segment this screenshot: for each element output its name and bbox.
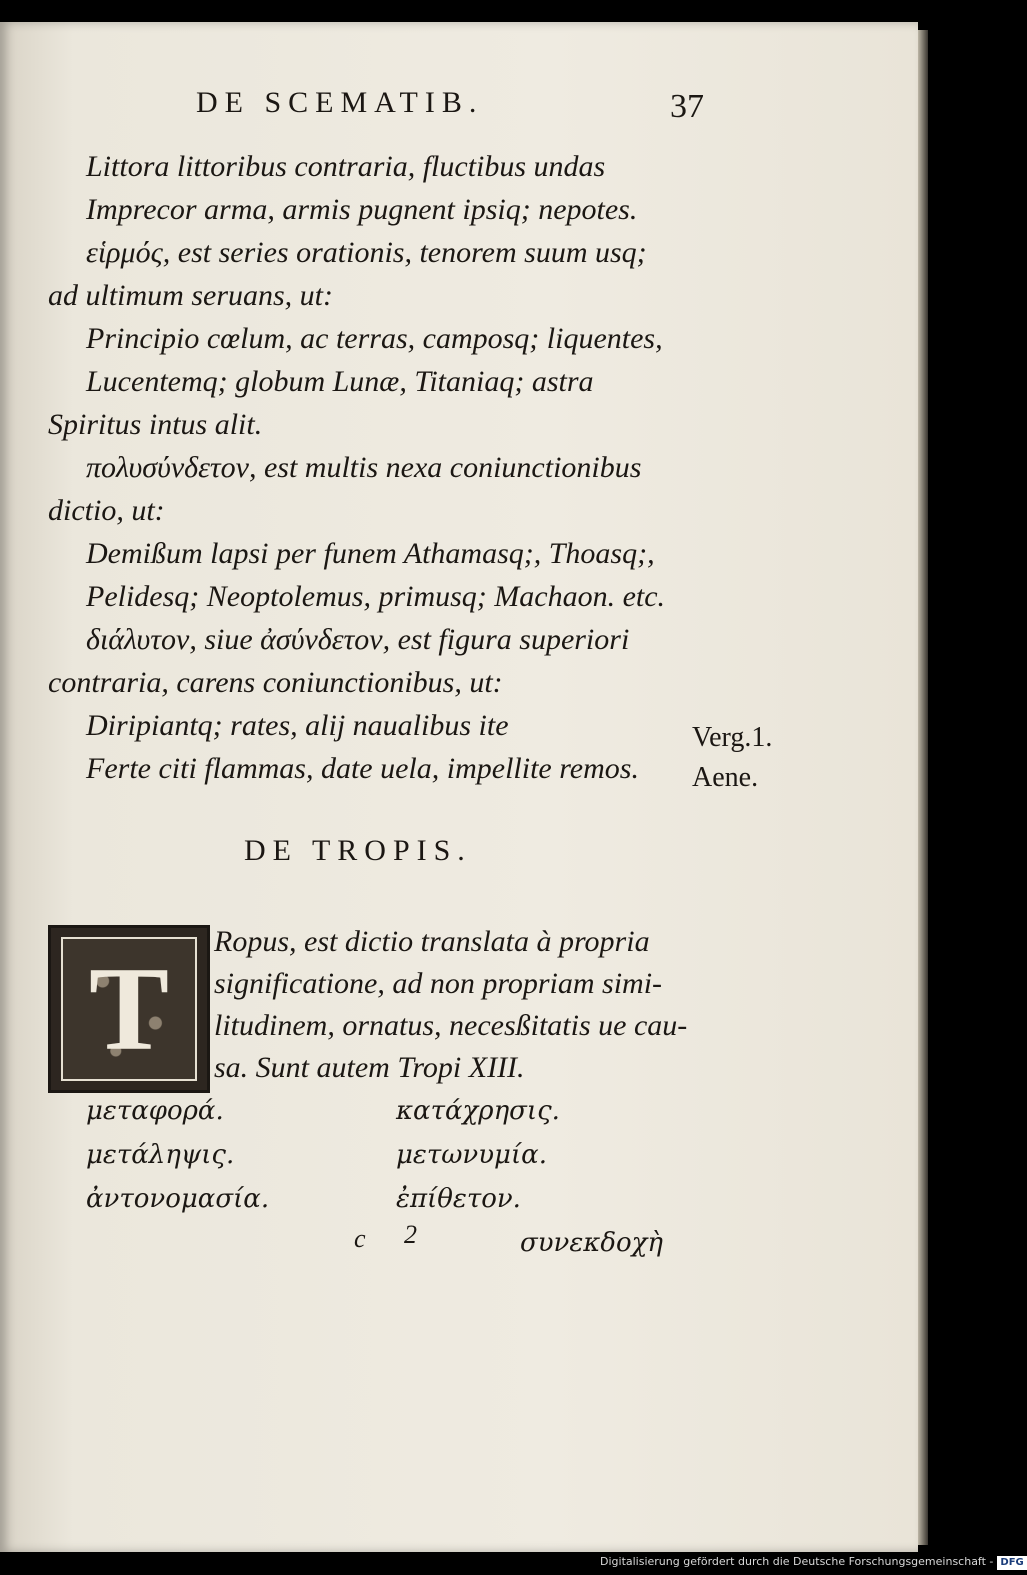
text-line: significatione, ad non propriam simi- [214,967,663,1000]
initial-ornament [61,937,197,1081]
text-line: Imprecor arma, armis pugnent ipsiq; nepotes. [86,193,638,226]
trope-item: ἐπίθετον. [396,1184,521,1214]
text-line: contraria, carens coniunctionibus, ut: [48,666,503,699]
catchword: συνεκδοχὴ [520,1228,663,1258]
text-line: διάλυτον, siue ἀσύνδετον, est figura superiori [86,623,630,656]
margin-note-line: Verg.1. [692,722,773,753]
text-line: Pelidesq; Neoptolemus, primusq; Machaon. etc. [86,580,666,613]
trope-item: κατάχρησις. [396,1096,560,1126]
trope-item: μετάληψις. [86,1140,235,1170]
credit-text: Digitalisierung gefördert durch die Deutsche Forschungsgemeinschaft - [600,1555,994,1568]
text-line: πολυσύνδετον, est multis nexa coniunctionibus [86,451,642,484]
section-title: DE TROPIS. [244,834,472,867]
signature-number: 2 [404,1220,417,1249]
initial-letter: T [88,942,170,1075]
text-line: Lucentemq; globum Lunæ, Titaniaq; astra [86,365,594,398]
running-head: DE SCEMATIB. [196,86,484,119]
page-edge [918,30,928,1545]
digitization-credit [600,1552,1027,1572]
text-line: ad ultimum seruans, ut: [48,279,333,312]
signature-mark: c [354,1224,366,1253]
text-line: Diripiantq; rates, alij naualibus ite [86,709,509,742]
trope-item: μετωνυμία. [396,1140,547,1170]
text-line: εἱρμός, est series orationis, tenorem suum usq; [86,236,647,269]
dfg-logo: DFG [997,1556,1026,1570]
trope-item: ἀντονομασία. [86,1184,270,1214]
page-number: 37 [670,88,704,125]
text-line: Spiritus intus alit. [48,408,263,441]
text-line: Littora littoribus contraria, fluctibus undas [86,150,606,183]
margin-note-line: Aene. [692,762,759,793]
text-line: Ropus, est dictio translata à propria [214,925,650,958]
trope-item: μεταφορά. [86,1096,224,1126]
decorated-initial [48,925,210,1093]
text-line: Principio cœlum, ac terras, camposq; liquentes, [86,322,663,355]
text-line: dictio, ut: [48,494,165,527]
text-line: Ferte citi flammas, date uela, impellite remos. [86,752,639,785]
text-line: sa. Sunt autem Tropi XIII. [214,1051,525,1084]
text-line: Demißum lapsi per funem Athamasq;, Thoasq;, [86,537,655,570]
text-line: litudinem, ornatus, necesßitatis ue cau- [214,1009,688,1042]
